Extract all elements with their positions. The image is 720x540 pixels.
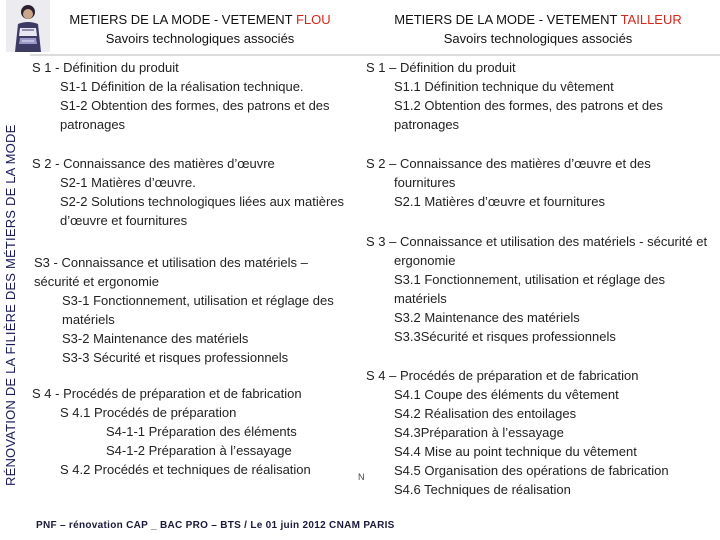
right-section-s1	[366, 58, 712, 134]
right-section-s3	[366, 232, 712, 346]
left-subtitle: Savoirs technologiques associés	[105, 31, 295, 46]
right-title-highlight: TAILLEUR	[620, 12, 682, 27]
right-s1-item: S1.1 Définition technique du vêtement	[394, 79, 614, 94]
left-s3-heading: S3 - Connaissance et utilisation des matériels – sécurité et ergonomie	[34, 255, 308, 289]
left-s1-heading: S 1 - Définition du produit	[32, 60, 179, 75]
left-title-highlight: FLOU	[295, 12, 331, 27]
left-s4-item: S4-1-1 Préparation des éléments	[106, 424, 297, 439]
right-section-s2	[366, 154, 712, 211]
left-section-s1	[32, 58, 352, 134]
model-photo-image	[6, 0, 50, 52]
right-s3-item: S3.2 Maintenance des matériels	[394, 310, 580, 325]
left-section-s2	[32, 154, 352, 230]
right-s4-item: S4.4 Mise au point technique du vêtement	[394, 444, 637, 459]
left-s4-item: S 4.2 Procédés et techniques de réalisation	[60, 462, 311, 477]
left-title	[50, 10, 350, 29]
side-banner-text: RÉNOVATION DE LA FILIÈRE DES MÉTIERS DE LA MODE	[3, 124, 18, 486]
right-title	[360, 10, 716, 29]
right-s3-heading: S 3 – Connaissance et utilisation des matériels - sécurité et ergonomie	[366, 234, 708, 268]
right-s4-item: S4.5 Organisation des opérations de fabrication	[394, 463, 669, 478]
left-s1-item: S1-2 Obtention des formes, des patrons et des patronages	[60, 98, 330, 132]
left-s3-item: S3-2 Maintenance des matériels	[62, 331, 249, 346]
right-s3-item: S3.3Sécurité et risques professionnels	[394, 329, 616, 344]
right-s2-item: S2.1 Matières d’œuvre et fournitures	[394, 194, 605, 209]
left-s2-item: S2-2 Solutions technologiques liées aux matières d’œuvre et fournitures	[60, 194, 345, 228]
side-banner	[0, 0, 30, 540]
left-header	[50, 10, 350, 48]
right-s4-heading: S 4 – Procédés de préparation et de fabrication	[366, 368, 639, 383]
left-s2-item: S2-1 Matières d’œuvre.	[60, 175, 196, 190]
left-section-s3	[34, 253, 350, 367]
right-s4-item: S4.2 Réalisation des entoilages	[394, 406, 577, 421]
header-divider	[30, 54, 720, 56]
right-section-s4	[366, 366, 716, 499]
left-title-prefix: METIERS DE LA MODE - VETEMENT	[69, 12, 296, 27]
right-s1-heading: S 1 – Définition du produit	[366, 60, 516, 75]
right-s4-item: S4.6 Techniques de réalisation	[394, 482, 571, 497]
right-s3-item: S3.1 Fonctionnement, utilisation et réglage des matériels	[394, 272, 666, 306]
left-s1-item: S1-1 Définition de la réalisation technique.	[60, 79, 304, 94]
right-header	[360, 10, 716, 48]
left-s4-heading: S 4 - Procédés de préparation et de fabrication	[32, 386, 302, 401]
right-s4-item: S4.1 Coupe des éléments du vêtement	[394, 387, 619, 402]
left-section-s4	[32, 384, 360, 479]
left-s2-heading: S 2 - Connaissance des matières d’œuvre	[32, 156, 275, 171]
left-s3-item: S3-1 Fonctionnement, utilisation et réglage des matériels	[62, 293, 334, 327]
footer-text: PNF – rénovation CAP _ BAC PRO – BTS / Le 01 juin 2012 CNAM PARIS	[36, 520, 395, 531]
right-s2-heading: S 2 – Connaissance des matières d’œuvre et des fournitures	[366, 156, 651, 190]
right-s1-item: S1.2 Obtention des formes, des patrons et des patronages	[394, 98, 663, 132]
right-title-prefix: METIERS DE LA MODE - VETEMENT	[394, 12, 621, 27]
left-s4-item: S 4.1 Procédés de préparation	[60, 405, 237, 420]
right-subtitle: Savoirs technologiques associés	[443, 31, 633, 46]
left-s4-item: S4-1-2 Préparation à l’essayage	[106, 443, 292, 458]
right-s4-item: S4.3Préparation à l’essayage	[394, 425, 564, 440]
corner-mark: N	[358, 472, 365, 482]
left-s3-item: S3-3 Sécurité et risques professionnels	[62, 350, 289, 365]
model-photo	[6, 0, 50, 52]
